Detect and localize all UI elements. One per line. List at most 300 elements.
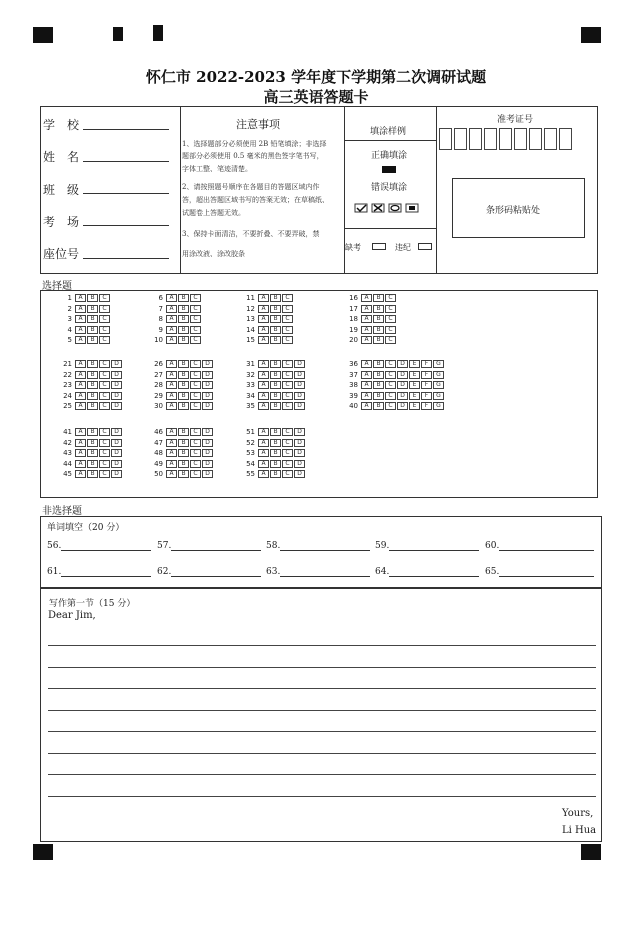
answer-bubble-d[interactable]: D	[294, 360, 305, 368]
answer-bubble-c[interactable]: C	[385, 336, 396, 344]
answer-bubble-a[interactable]: A	[75, 392, 86, 400]
answer-bubble-a[interactable]: A	[258, 439, 269, 447]
answer-bubble-d[interactable]: D	[294, 449, 305, 457]
answer-bubble-c[interactable]: C	[282, 294, 293, 302]
wrong-fill-samples	[354, 198, 424, 208]
answer-bubble-a[interactable]: A	[166, 439, 177, 447]
answer-bubble-a[interactable]: A	[166, 381, 177, 389]
answer-bubble-a[interactable]: A	[258, 371, 269, 379]
question-row	[237, 335, 294, 345]
answer-bubble-c[interactable]: C	[282, 360, 293, 368]
blank-answer[interactable]	[485, 541, 594, 551]
answer-bubble-c[interactable]: C	[385, 305, 396, 313]
answer-bubble-b[interactable]: B	[87, 305, 98, 313]
answer-bubble-b[interactable]: B	[270, 381, 281, 389]
exam-id-digit-box[interactable]	[499, 128, 512, 150]
answer-bubble-b[interactable]: B	[87, 326, 98, 334]
answer-bubble-a[interactable]: A	[258, 381, 269, 389]
answer-bubble-b[interactable]: B	[87, 371, 98, 379]
exam-id-digit-box[interactable]	[484, 128, 497, 150]
answer-bubble-c[interactable]: C	[385, 315, 396, 323]
answer-bubble-c[interactable]: C	[99, 392, 110, 400]
answer-bubble-d[interactable]: D	[111, 371, 122, 379]
discipline-checkbox[interactable]	[418, 243, 432, 250]
answer-bubble-d[interactable]: D	[294, 460, 305, 468]
question-number: 23	[63, 381, 72, 389]
wrong-fill-label: 错误填涂	[371, 183, 408, 193]
blank-number: 65.	[485, 567, 500, 577]
answer-bubble-c[interactable]: C	[282, 315, 293, 323]
answer-bubble-c[interactable]: C	[99, 470, 110, 478]
answer-bubble-a[interactable]: A	[166, 460, 177, 468]
blank-underline[interactable]	[280, 567, 370, 577]
answer-bubble-a[interactable]: A	[75, 428, 86, 436]
answer-bubble-b[interactable]: B	[373, 336, 384, 344]
blank-underline[interactable]	[61, 541, 151, 551]
answer-bubble-e[interactable]: E	[409, 381, 420, 389]
answer-bubble-c[interactable]: C	[190, 326, 201, 334]
answer-bubble-c[interactable]: C	[99, 402, 110, 410]
answer-bubble-d[interactable]: D	[397, 402, 408, 410]
answer-bubble-d[interactable]: D	[202, 371, 213, 379]
exam-id-digit-box[interactable]	[454, 128, 467, 150]
answer-bubble-a[interactable]: A	[75, 381, 86, 389]
answer-bubble-a[interactable]: A	[258, 294, 269, 302]
blank-answer[interactable]	[375, 541, 479, 551]
answer-bubble-b[interactable]: B	[373, 326, 384, 334]
answer-bubble-a[interactable]: A	[258, 392, 269, 400]
answer-bubble-a[interactable]: A	[75, 315, 86, 323]
answer-bubble-b[interactable]: B	[87, 392, 98, 400]
answer-bubble-a[interactable]: A	[166, 336, 177, 344]
answer-bubble-a[interactable]: A	[75, 305, 86, 313]
question-number: 36	[349, 360, 358, 368]
exam-id-digit-box[interactable]	[439, 128, 452, 150]
answer-bubble-a[interactable]: A	[361, 326, 372, 334]
class-field[interactable]	[83, 180, 169, 194]
answer-bubble-b[interactable]: B	[373, 360, 384, 368]
answer-bubble-a[interactable]: A	[258, 428, 269, 436]
answer-bubble-e[interactable]: E	[409, 371, 420, 379]
answer-bubble-b[interactable]: B	[270, 402, 281, 410]
answer-bubble-b[interactable]: B	[373, 305, 384, 313]
question-row	[340, 401, 445, 411]
answer-bubble-d[interactable]: D	[294, 392, 305, 400]
answer-bubble-a[interactable]: A	[75, 402, 86, 410]
answer-bubble-d[interactable]: D	[397, 371, 408, 379]
question-row	[54, 438, 123, 448]
answer-bubble-b[interactable]: B	[270, 371, 281, 379]
answer-bubble-a[interactable]: A	[361, 305, 372, 313]
answer-bubble-d[interactable]: D	[202, 460, 213, 468]
question-number: 43	[63, 449, 72, 457]
answer-bubble-c[interactable]: C	[282, 460, 293, 468]
blank-underline[interactable]	[499, 567, 594, 577]
answer-bubble-a[interactable]: A	[258, 402, 269, 410]
answer-bubble-c[interactable]: C	[282, 305, 293, 313]
answer-bubble-a[interactable]: A	[166, 294, 177, 302]
answer-bubble-c[interactable]: C	[190, 315, 201, 323]
answer-bubble-a[interactable]: A	[361, 360, 372, 368]
answer-bubble-d[interactable]: D	[294, 470, 305, 478]
answer-bubble-c[interactable]: C	[282, 326, 293, 334]
answer-bubble-b[interactable]: B	[87, 460, 98, 468]
answer-bubble-c[interactable]: C	[190, 360, 201, 368]
question-number: 49	[154, 459, 163, 468]
answer-bubble-c[interactable]: C	[190, 402, 201, 410]
answer-bubble-a[interactable]: A	[258, 336, 269, 344]
answer-bubble-a[interactable]: A	[258, 315, 269, 323]
answer-bubble-f[interactable]: F	[421, 392, 432, 400]
question-number: 1	[67, 294, 72, 302]
blank-answer[interactable]	[266, 541, 370, 551]
answer-bubble-d[interactable]: D	[111, 439, 122, 447]
exam-id-digit-box[interactable]	[544, 128, 557, 150]
answer-bubble-a[interactable]: A	[361, 294, 372, 302]
answer-bubble-a[interactable]: A	[166, 305, 177, 313]
answer-bubble-c[interactable]: C	[190, 305, 201, 313]
answer-bubble-a[interactable]: A	[258, 460, 269, 468]
answer-bubble-a[interactable]: A	[361, 381, 372, 389]
answer-bubble-a[interactable]: A	[166, 371, 177, 379]
answer-bubble-c[interactable]: C	[282, 381, 293, 389]
answer-bubble-d[interactable]: D	[202, 428, 213, 436]
answer-bubble-b[interactable]: B	[373, 294, 384, 302]
question-number: 11	[246, 294, 255, 302]
answer-bubble-a[interactable]: A	[75, 449, 86, 457]
answer-bubble-b[interactable]: B	[178, 392, 189, 400]
answer-bubble-a[interactable]: A	[75, 326, 86, 334]
blank-underline[interactable]	[61, 567, 151, 577]
blank-underline[interactable]	[280, 541, 370, 551]
blank-underline[interactable]	[389, 567, 479, 577]
answer-bubble-d[interactable]: D	[202, 381, 213, 389]
question-row	[54, 401, 123, 411]
answer-bubble-d[interactable]: D	[111, 360, 122, 368]
answer-bubble-b[interactable]: B	[270, 470, 281, 478]
answer-bubble-b[interactable]: B	[270, 360, 281, 368]
divider	[344, 228, 436, 229]
answer-bubble-a[interactable]: A	[166, 402, 177, 410]
answer-bubble-a[interactable]: A	[75, 294, 86, 302]
question-number: 14	[246, 325, 255, 334]
answer-bubble-a[interactable]: A	[258, 449, 269, 457]
answer-bubble-b[interactable]: B	[87, 336, 98, 344]
answer-bubble-d[interactable]: D	[202, 360, 213, 368]
question-number: 18	[349, 315, 358, 323]
question-number: 54	[246, 459, 255, 468]
exam-id-digit-box[interactable]	[559, 128, 572, 150]
answer-bubble-c[interactable]: C	[282, 449, 293, 457]
answer-bubble-c[interactable]: C	[190, 439, 201, 447]
answer-bubble-d[interactable]: D	[294, 381, 305, 389]
answer-bubble-d[interactable]: D	[111, 392, 122, 400]
answer-bubble-c[interactable]: C	[99, 460, 110, 468]
answer-bubble-b[interactable]: B	[87, 428, 98, 436]
answer-bubble-b[interactable]: B	[373, 315, 384, 323]
answer-bubble-b[interactable]: B	[87, 381, 98, 389]
answer-bubble-b[interactable]: B	[178, 381, 189, 389]
answer-bubble-d[interactable]: D	[294, 439, 305, 447]
answer-bubble-a[interactable]: A	[258, 305, 269, 313]
answer-bubble-c[interactable]: C	[190, 381, 201, 389]
answer-bubble-b[interactable]: B	[178, 305, 189, 313]
answer-bubble-b[interactable]: B	[373, 381, 384, 389]
answer-bubble-d[interactable]: D	[111, 402, 122, 410]
answer-bubble-d[interactable]: D	[397, 381, 408, 389]
answer-bubble-c[interactable]: C	[190, 336, 201, 344]
question-number: 21	[63, 360, 72, 368]
answer-bubble-b[interactable]: B	[178, 326, 189, 334]
answer-bubble-b[interactable]: B	[87, 360, 98, 368]
answer-bubble-a[interactable]: A	[166, 449, 177, 457]
answer-bubble-b[interactable]: B	[178, 428, 189, 436]
answer-bubble-b[interactable]: B	[178, 470, 189, 478]
question-number: 40	[349, 402, 358, 410]
answer-bubble-g[interactable]: G	[433, 392, 444, 400]
question-row	[54, 448, 123, 458]
answer-bubble-b[interactable]: B	[270, 336, 281, 344]
answer-bubble-a[interactable]: A	[166, 315, 177, 323]
question-row	[145, 314, 202, 324]
answer-bubble-a[interactable]: A	[75, 460, 86, 468]
answer-bubble-b[interactable]: B	[270, 392, 281, 400]
answer-bubble-c[interactable]: C	[99, 449, 110, 457]
answer-bubble-a[interactable]: A	[258, 326, 269, 334]
blank-answer[interactable]	[47, 567, 151, 577]
answer-bubble-c[interactable]: C	[190, 294, 201, 302]
writing-line[interactable]	[48, 753, 596, 754]
question-number: 27	[154, 370, 163, 379]
answer-bubble-e[interactable]: E	[409, 360, 420, 368]
answer-bubble-d[interactable]: D	[111, 381, 122, 389]
answer-bubble-b[interactable]: B	[87, 470, 98, 478]
answer-bubble-b[interactable]: B	[373, 392, 384, 400]
answer-bubble-c[interactable]: C	[190, 371, 201, 379]
blank-underline[interactable]	[171, 567, 261, 577]
answer-bubble-c[interactable]: C	[385, 326, 396, 334]
question-row	[237, 304, 294, 314]
answer-bubble-b[interactable]: B	[270, 305, 281, 313]
name-field[interactable]	[83, 148, 169, 162]
answer-bubble-d[interactable]: D	[111, 470, 122, 478]
answer-bubble-b[interactable]: B	[178, 439, 189, 447]
blank-underline[interactable]	[499, 541, 594, 551]
answer-bubble-a[interactable]: A	[361, 336, 372, 344]
answer-bubble-d[interactable]: D	[397, 360, 408, 368]
answer-bubble-e[interactable]: E	[409, 392, 420, 400]
question-row	[340, 359, 445, 369]
question-row	[145, 391, 214, 401]
blank-answer[interactable]	[266, 567, 370, 577]
absent-checkbox[interactable]	[372, 243, 386, 250]
question-row	[340, 293, 397, 303]
name-label: 姓 名	[43, 150, 80, 164]
writing-line[interactable]	[48, 796, 596, 797]
question-row	[145, 293, 202, 303]
answer-bubble-f[interactable]: F	[421, 371, 432, 379]
answer-bubble-b[interactable]: B	[178, 360, 189, 368]
answer-bubble-a[interactable]: A	[258, 360, 269, 368]
answer-bubble-b[interactable]: B	[270, 326, 281, 334]
answer-bubble-c[interactable]: C	[99, 371, 110, 379]
answer-bubble-b[interactable]: B	[87, 449, 98, 457]
blank-underline[interactable]	[171, 541, 261, 551]
answer-bubble-d[interactable]: D	[294, 402, 305, 410]
answer-bubble-a[interactable]: A	[166, 470, 177, 478]
answer-bubble-d[interactable]: D	[111, 460, 122, 468]
answer-bubble-c[interactable]: C	[99, 439, 110, 447]
answer-bubble-c[interactable]: C	[282, 371, 293, 379]
answer-bubble-b[interactable]: B	[87, 402, 98, 410]
answer-bubble-b[interactable]: B	[270, 449, 281, 457]
answer-bubble-c[interactable]: C	[385, 392, 396, 400]
question-row	[54, 359, 123, 369]
answer-bubble-c[interactable]: C	[385, 381, 396, 389]
answer-bubble-c[interactable]: C	[99, 315, 110, 323]
answer-bubble-c[interactable]: C	[282, 336, 293, 344]
answer-bubble-a[interactable]: A	[258, 470, 269, 478]
answer-bubble-c[interactable]: C	[282, 428, 293, 436]
question-number: 55	[246, 470, 255, 478]
answer-bubble-d[interactable]: D	[111, 428, 122, 436]
answer-bubble-c[interactable]: C	[190, 470, 201, 478]
answer-bubble-c[interactable]: C	[99, 336, 110, 344]
answer-bubble-c[interactable]: C	[190, 449, 201, 457]
exam-id-digit-box[interactable]	[529, 128, 542, 150]
answer-bubble-c[interactable]: C	[190, 428, 201, 436]
answer-bubble-a[interactable]: A	[361, 315, 372, 323]
blank-answer[interactable]	[157, 567, 261, 577]
question-number: 31	[246, 360, 255, 368]
letter-greeting: Dear Jim,	[48, 610, 96, 621]
writing-line[interactable]	[48, 688, 596, 689]
answer-bubble-b[interactable]: B	[373, 402, 384, 410]
question-row	[54, 469, 123, 479]
answer-bubble-a[interactable]: A	[75, 371, 86, 379]
writing-line[interactable]	[48, 667, 596, 668]
answer-bubble-e[interactable]: E	[409, 402, 420, 410]
question-row	[145, 427, 214, 437]
answer-bubble-b[interactable]: B	[373, 371, 384, 379]
blank-underline[interactable]	[389, 541, 479, 551]
answer-bubble-c[interactable]: C	[282, 402, 293, 410]
answer-bubble-c[interactable]: C	[99, 326, 110, 334]
answer-bubble-c[interactable]: C	[99, 305, 110, 313]
answer-bubble-d[interactable]: D	[202, 439, 213, 447]
question-number: 5	[67, 336, 72, 344]
answer-bubble-b[interactable]: B	[178, 402, 189, 410]
answer-bubble-c[interactable]: C	[282, 439, 293, 447]
writing-line[interactable]	[48, 731, 596, 732]
answer-bubble-g[interactable]: G	[433, 402, 444, 410]
blank-answer[interactable]	[485, 567, 594, 577]
question-number: 26	[154, 360, 163, 368]
answer-bubble-c[interactable]: C	[99, 360, 110, 368]
exam-id-digit-box[interactable]	[514, 128, 527, 150]
answer-bubble-b[interactable]: B	[270, 315, 281, 323]
question-number: 33	[246, 381, 255, 389]
notice-title: 注意事项	[236, 118, 280, 131]
answer-bubble-g[interactable]: G	[433, 360, 444, 368]
answer-bubble-b[interactable]: B	[270, 428, 281, 436]
answer-bubble-f[interactable]: F	[421, 381, 432, 389]
answer-bubble-b[interactable]: B	[178, 336, 189, 344]
writing-line[interactable]	[48, 645, 596, 646]
answer-bubble-a[interactable]: A	[166, 392, 177, 400]
answer-bubble-c[interactable]: C	[385, 294, 396, 302]
blank-answer[interactable]	[375, 567, 479, 577]
answer-bubble-c[interactable]: C	[190, 460, 201, 468]
writing-line[interactable]	[48, 774, 596, 775]
answer-bubble-d[interactable]: D	[202, 449, 213, 457]
blank-answer[interactable]	[47, 541, 151, 551]
answer-bubble-b[interactable]: B	[178, 449, 189, 457]
exam-id-digit-box[interactable]	[469, 128, 482, 150]
answer-bubble-b[interactable]: B	[87, 439, 98, 447]
writing-line[interactable]	[48, 710, 596, 711]
answer-bubble-b[interactable]: B	[270, 439, 281, 447]
answer-bubble-c[interactable]: C	[99, 294, 110, 302]
notice-line: 用涂改液、涂改胶条	[182, 250, 245, 258]
answer-bubble-a[interactable]: A	[75, 439, 86, 447]
answer-bubble-d[interactable]: D	[111, 449, 122, 457]
answer-bubble-b[interactable]: B	[270, 460, 281, 468]
answer-bubble-c[interactable]: C	[385, 402, 396, 410]
answer-bubble-a[interactable]: A	[166, 326, 177, 334]
answer-bubble-c[interactable]: C	[282, 470, 293, 478]
question-row	[145, 359, 214, 369]
answer-bubble-a[interactable]: A	[361, 392, 372, 400]
answer-bubble-b[interactable]: B	[87, 315, 98, 323]
answer-bubble-b[interactable]: B	[178, 315, 189, 323]
answer-bubble-b[interactable]: B	[87, 294, 98, 302]
answer-bubble-a[interactable]: A	[361, 371, 372, 379]
blank-answer[interactable]	[157, 541, 261, 551]
answer-bubble-a[interactable]: A	[361, 402, 372, 410]
answer-bubble-a[interactable]: A	[75, 336, 86, 344]
answer-bubble-d[interactable]: D	[294, 371, 305, 379]
answer-bubble-d[interactable]: D	[202, 470, 213, 478]
answer-bubble-a[interactable]: A	[75, 360, 86, 368]
answer-bubble-g[interactable]: G	[433, 371, 444, 379]
answer-bubble-b[interactable]: B	[178, 460, 189, 468]
answer-bubble-c[interactable]: C	[99, 428, 110, 436]
answer-bubble-a[interactable]: A	[166, 360, 177, 368]
answer-bubble-b[interactable]: B	[178, 294, 189, 302]
answer-bubble-f[interactable]: F	[421, 360, 432, 368]
answer-bubble-c[interactable]: C	[385, 360, 396, 368]
answer-bubble-a[interactable]: A	[166, 428, 177, 436]
answer-bubble-b[interactable]: B	[178, 371, 189, 379]
answer-bubble-c[interactable]: C	[99, 381, 110, 389]
seat-number-field[interactable]	[83, 245, 169, 259]
answer-bubble-g[interactable]: G	[433, 381, 444, 389]
answer-bubble-c[interactable]: C	[190, 392, 201, 400]
answer-bubble-b[interactable]: B	[270, 294, 281, 302]
exam-room-field[interactable]	[83, 212, 169, 226]
answer-bubble-c[interactable]: C	[282, 392, 293, 400]
answer-bubble-d[interactable]: D	[202, 392, 213, 400]
answer-bubble-a[interactable]: A	[75, 470, 86, 478]
answer-bubble-f[interactable]: F	[421, 402, 432, 410]
answer-bubble-c[interactable]: C	[385, 371, 396, 379]
question-row	[237, 448, 306, 458]
school-field[interactable]	[83, 116, 169, 130]
answer-bubble-d[interactable]: D	[397, 392, 408, 400]
answer-bubble-d[interactable]: D	[202, 402, 213, 410]
answer-bubble-d[interactable]: D	[294, 428, 305, 436]
